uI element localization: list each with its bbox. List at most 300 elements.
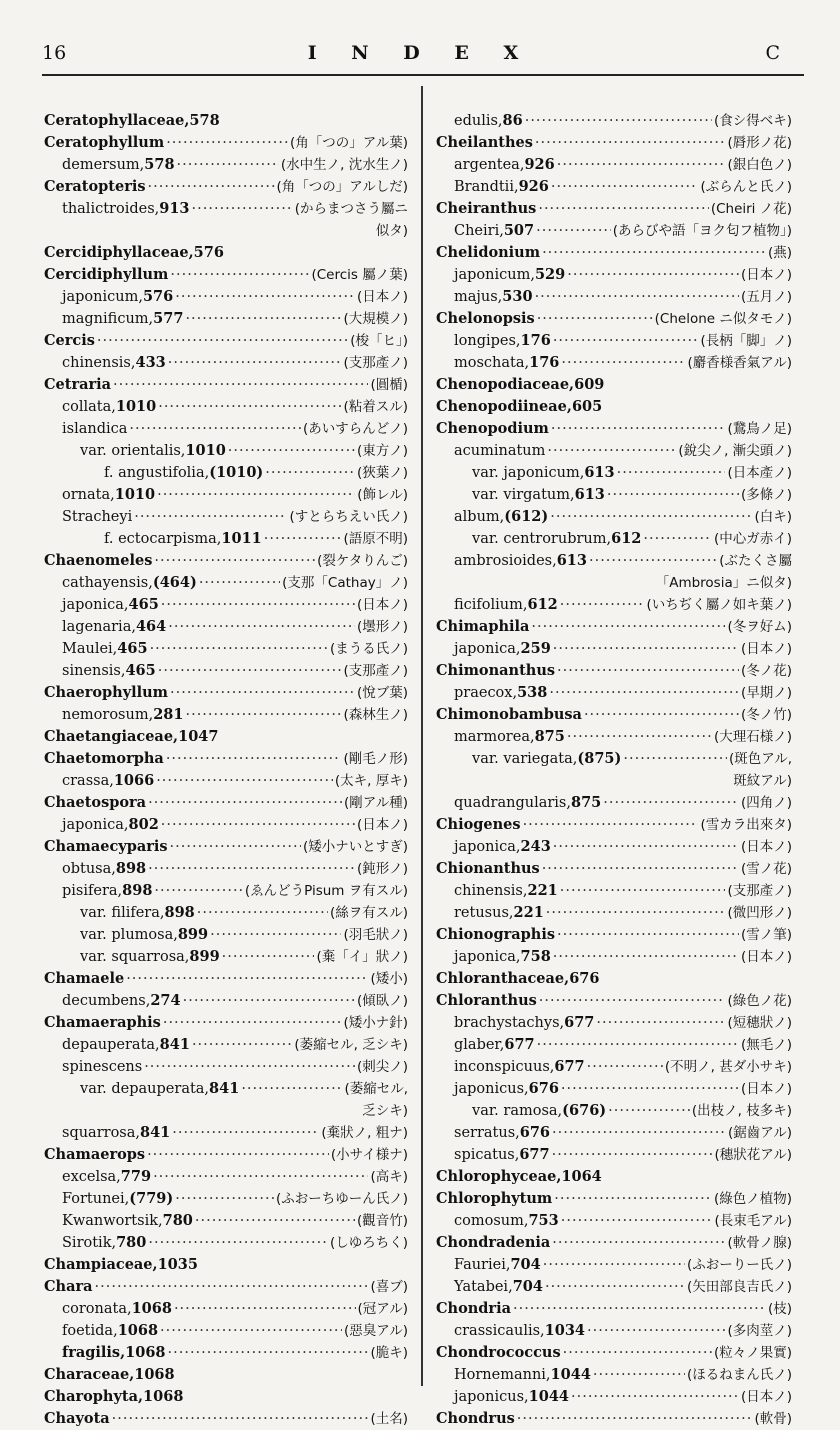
entry-name: Chlorophyceae, xyxy=(436,1168,562,1185)
leader-dots xyxy=(154,880,242,902)
entry-page: 1068 xyxy=(131,1300,172,1317)
entry-page: 1068 xyxy=(125,1344,166,1361)
entry-page: 613 xyxy=(584,464,615,481)
index-entry xyxy=(436,814,792,836)
entry-gloss: (四角ノ) xyxy=(740,795,792,811)
entry-name: spinescens xyxy=(62,1059,143,1075)
entry-gloss: (日本ノ) xyxy=(740,641,792,657)
entry-gloss: (ほるねまん氏ノ) xyxy=(686,1367,792,1383)
entry-gloss: 似タ) xyxy=(375,223,408,239)
entry-gloss: 乏シキ) xyxy=(362,1103,408,1119)
index-entry xyxy=(44,1254,408,1276)
entry-gloss: (ぶたくさ屬 xyxy=(719,553,792,569)
index-entry xyxy=(436,308,792,330)
index-entry xyxy=(44,484,408,506)
entry-name: Chondrus xyxy=(436,1410,515,1427)
entry-page: 576 xyxy=(142,288,174,305)
entry-name: var. ramosa, xyxy=(472,1103,563,1119)
leader-dots xyxy=(561,1078,739,1100)
entry-name: Charophyta, xyxy=(44,1388,144,1405)
index-entry xyxy=(44,1210,408,1232)
entry-page: 875 xyxy=(534,728,565,745)
entry-gloss: (ぶらんと氏ノ) xyxy=(700,179,792,195)
index-entry xyxy=(436,1254,792,1276)
index-entry xyxy=(44,1342,408,1364)
entry-name: var. centrorubrum, xyxy=(472,531,612,547)
index-entry xyxy=(436,220,792,242)
entry-gloss: (森林生ノ) xyxy=(343,707,408,723)
entry-page: 1068 xyxy=(117,1322,159,1339)
index-entry xyxy=(436,1188,792,1210)
entry-gloss: (觀音竹) xyxy=(356,1213,408,1229)
leader-dots xyxy=(596,1012,725,1034)
index-entry xyxy=(44,110,408,132)
entry-page: 898 xyxy=(164,904,195,921)
entry-page: 926 xyxy=(518,178,549,195)
entry-name: foetida, xyxy=(62,1323,118,1339)
entry-gloss: (日本ノ) xyxy=(740,1081,792,1097)
entry-gloss: (語原不明) xyxy=(343,531,408,547)
entry-name: album, xyxy=(454,509,505,525)
index-entry xyxy=(436,198,792,220)
leader-dots xyxy=(557,924,739,946)
entry-name: japonicus, xyxy=(454,1389,529,1405)
leader-dots xyxy=(168,352,342,374)
index-entry xyxy=(44,1078,408,1100)
entry-name: chinensis, xyxy=(454,883,528,899)
entry-gloss: (壜形ノ) xyxy=(356,619,408,635)
entry-gloss: (多條ノ) xyxy=(740,487,792,503)
entry-gloss: (角「つの」アルしだ) xyxy=(276,179,408,195)
index-entry xyxy=(44,176,408,198)
entry-name: var. filifera, xyxy=(80,905,165,921)
entry-page: 612 xyxy=(527,596,558,613)
header-rule xyxy=(42,74,804,76)
entry-name: Chondria xyxy=(436,1300,511,1317)
leader-dots xyxy=(134,506,287,528)
index-entry xyxy=(436,132,792,154)
leader-dots xyxy=(523,814,699,836)
leader-dots xyxy=(163,1012,342,1034)
entry-gloss: (あいすらんどノ) xyxy=(302,421,408,437)
entry-gloss: (粘着スル) xyxy=(343,399,408,415)
index-entry xyxy=(44,704,408,726)
entry-name: Chaetomorpha xyxy=(44,750,164,767)
index-entry xyxy=(436,352,792,374)
index-entry xyxy=(44,726,408,748)
leader-dots xyxy=(537,1034,739,1056)
leader-dots xyxy=(553,836,739,858)
entry-name: Fortunei, xyxy=(62,1191,130,1207)
leader-dots xyxy=(603,792,739,814)
entry-name: praecox, xyxy=(454,685,518,701)
entry-gloss: (銀白色ノ) xyxy=(727,157,792,173)
entry-page: 1010 xyxy=(114,486,156,503)
leader-dots xyxy=(538,198,708,220)
entry-gloss: (矮小) xyxy=(370,971,408,987)
entry-gloss: (水中生ノ, 沈水生ノ) xyxy=(280,157,408,173)
entry-page: 899 xyxy=(189,948,220,965)
index-entry xyxy=(436,1386,792,1408)
entry-name: Chelidonium xyxy=(436,244,541,261)
entry-gloss: (高キ) xyxy=(370,1169,408,1185)
index-entry xyxy=(44,682,408,704)
index-entry xyxy=(44,396,408,418)
entry-gloss: (白キ) xyxy=(754,509,792,525)
leader-dots xyxy=(156,770,333,792)
entry-gloss: (五月ノ) xyxy=(740,289,792,305)
entry-gloss: (冬ノ竹) xyxy=(740,707,792,723)
entry-name: Chamaerops xyxy=(44,1146,146,1163)
leader-dots xyxy=(587,1056,663,1078)
entry-page: 677 xyxy=(519,1146,550,1163)
index-entry xyxy=(44,1012,408,1034)
entry-name: nemorosum, xyxy=(62,707,154,723)
index-entry xyxy=(44,1144,408,1166)
entry-name: excelsa, xyxy=(62,1169,121,1185)
entry-gloss: (喜ブ) xyxy=(370,1279,408,1295)
leader-dots xyxy=(552,1232,725,1254)
index-entry xyxy=(436,418,792,440)
index-entry xyxy=(44,220,408,242)
entry-name: var. orientalis, xyxy=(80,443,186,459)
entry-page: 753 xyxy=(528,1212,559,1229)
leader-dots xyxy=(543,1254,685,1276)
entry-gloss: (軟骨ノ腺) xyxy=(727,1235,792,1251)
entry-name: Chenopodium xyxy=(436,420,549,437)
leader-dots xyxy=(185,704,341,726)
entry-page: 1047 xyxy=(178,728,219,745)
index-entry xyxy=(436,1100,792,1122)
entry-name: var. virgatum, xyxy=(472,487,575,503)
entry-gloss: (棄狀ノ, 粗ナ) xyxy=(321,1125,408,1141)
leader-dots xyxy=(147,1144,329,1166)
entry-gloss: (剛毛ノ形) xyxy=(343,751,408,767)
entry-page: 259 xyxy=(520,640,551,657)
entry-name: Cetraria xyxy=(44,376,112,393)
leader-dots xyxy=(549,682,739,704)
entry-name: Chamaecyparis xyxy=(44,838,168,855)
entry-page: 1044 xyxy=(528,1388,569,1405)
page-title: I N D E X xyxy=(307,42,533,64)
entry-gloss: (日本ノ) xyxy=(740,1389,792,1405)
leader-dots xyxy=(513,1298,766,1320)
leader-dots xyxy=(264,528,342,550)
entry-name: magnificum, xyxy=(62,311,154,327)
entry-name: Chimaphila xyxy=(436,618,530,635)
entry-page: 780 xyxy=(162,1212,193,1229)
entry-name: Stracheyi xyxy=(62,509,133,525)
leader-dots xyxy=(112,1408,369,1430)
entry-page: 841 xyxy=(159,1036,190,1053)
entry-gloss: (冠アル) xyxy=(357,1301,408,1317)
leader-dots xyxy=(551,418,726,440)
index-entry xyxy=(44,132,408,154)
entry-gloss: (剛アル種) xyxy=(344,795,408,811)
leader-dots xyxy=(535,132,726,154)
index-entry xyxy=(44,748,408,770)
index-entry xyxy=(44,1034,408,1056)
leader-dots xyxy=(554,1188,712,1210)
entry-gloss: (鋸齒アル) xyxy=(728,1125,792,1141)
entry-name: japonicus, xyxy=(454,1081,529,1097)
index-entry xyxy=(436,1056,792,1078)
index-entry xyxy=(436,264,792,286)
index-entry xyxy=(44,1122,408,1144)
entry-gloss: (雪ノ花) xyxy=(740,861,792,877)
leader-dots xyxy=(95,1276,369,1298)
leader-dots xyxy=(587,1320,725,1342)
entry-name: acuminatum xyxy=(454,443,546,459)
entry-name: marmorea, xyxy=(454,729,535,745)
entry-gloss: 斑紋アル) xyxy=(733,773,792,789)
index-entry xyxy=(44,550,408,572)
entry-gloss: (支那產ノ) xyxy=(343,663,408,679)
entry-page: 1010 xyxy=(115,398,157,415)
index-entry xyxy=(436,1144,792,1166)
leader-dots xyxy=(166,132,288,154)
entry-gloss: (長柄「脚」ノ) xyxy=(700,333,792,349)
entry-page: 676 xyxy=(519,1124,551,1141)
entry-page: 913 xyxy=(159,200,190,217)
entry-name: Yatabei, xyxy=(454,1279,513,1295)
entry-gloss: (雪ノ筆) xyxy=(740,927,792,943)
entry-name: Cercidiphyllaceae, xyxy=(44,244,194,261)
entry-gloss: (しゆろちく) xyxy=(329,1235,408,1251)
entry-gloss: (穗狀花アル) xyxy=(714,1147,792,1163)
index-entry xyxy=(44,836,408,858)
entry-gloss: (無毛ノ) xyxy=(740,1037,792,1053)
index-entry xyxy=(44,990,408,1012)
index-entry xyxy=(44,506,408,528)
entry-gloss: (Cheiri ノ花) xyxy=(710,201,792,217)
leader-dots xyxy=(199,572,280,594)
entry-page: 433 xyxy=(135,354,166,371)
entry-gloss: (冬ノ花) xyxy=(740,663,792,679)
leader-dots xyxy=(158,396,341,418)
entry-page: 1044 xyxy=(550,1366,591,1383)
index-entry xyxy=(436,110,792,132)
leader-dots xyxy=(166,748,342,770)
entry-gloss: (冬ヲ好ム) xyxy=(727,619,792,635)
entry-gloss: (からまつさう屬ニ xyxy=(294,201,408,217)
entry-page: 1068 xyxy=(143,1388,184,1405)
leader-dots xyxy=(517,1408,753,1430)
entry-gloss: (支那產ノ) xyxy=(343,355,408,371)
entry-gloss: (鈍形ノ) xyxy=(356,861,408,877)
leader-dots xyxy=(571,1386,739,1408)
entry-name: moschata, xyxy=(454,355,530,371)
leader-dots xyxy=(561,1210,713,1232)
leader-dots xyxy=(170,682,355,704)
leader-dots xyxy=(567,264,739,286)
entry-page: 841 xyxy=(209,1080,240,1097)
entry-page: 1010 xyxy=(185,442,226,459)
leader-dots xyxy=(148,858,355,880)
entry-name: Fauriei, xyxy=(454,1257,511,1273)
index-entry xyxy=(44,374,408,396)
index-entry xyxy=(436,550,792,572)
entry-gloss: (矮小ナいとすぎ) xyxy=(302,839,408,855)
entry-gloss: (大理石様ノ) xyxy=(713,729,792,745)
entry-gloss: (小サイ様ナ) xyxy=(330,1147,408,1163)
entry-name: Cercis xyxy=(44,332,95,349)
entry-name: ficifolium, xyxy=(454,597,528,613)
leader-dots xyxy=(560,594,645,616)
leader-dots xyxy=(643,528,712,550)
entry-name: var. japonicum, xyxy=(472,465,585,481)
entry-page: 578 xyxy=(144,156,175,173)
entry-name: Chionographis xyxy=(436,926,556,943)
entry-gloss: (不明ノ, 甚ダ小サキ) xyxy=(664,1059,792,1075)
entry-gloss: (まうる氏ノ) xyxy=(329,641,408,657)
entry-page: 1066 xyxy=(113,772,155,789)
entry-name: var. squarrosa, xyxy=(80,949,190,965)
entry-gloss: (日本產ノ) xyxy=(727,465,792,481)
leader-dots xyxy=(170,264,309,286)
leader-dots xyxy=(546,902,726,924)
entry-gloss: (飾レル) xyxy=(357,487,408,503)
entry-name: Chimonobambusa xyxy=(436,706,582,723)
index-entry xyxy=(44,462,408,484)
index-entry xyxy=(436,176,792,198)
leader-dots xyxy=(161,594,355,616)
index-entry xyxy=(44,418,408,440)
index-entry xyxy=(436,462,792,484)
index-entry xyxy=(436,990,792,1012)
index-entry xyxy=(436,154,792,176)
index-entry xyxy=(436,726,792,748)
entry-name: Chaerophyllum xyxy=(44,684,169,701)
entry-name: Ceratophyllum xyxy=(44,134,165,151)
entry-name: collata, xyxy=(62,399,116,415)
entry-page: 221 xyxy=(527,882,558,899)
entry-name: japonica, xyxy=(454,839,521,855)
leader-dots xyxy=(195,1210,355,1232)
index-entry xyxy=(436,572,792,594)
entry-name: Maulei, xyxy=(62,641,118,657)
entry-name: obtusa, xyxy=(62,861,116,877)
entry-gloss: (銳尖ノ, 漸尖頭ノ) xyxy=(678,443,792,459)
entry-gloss: (裂ケタりんご) xyxy=(317,553,408,569)
entry-page: 605 xyxy=(571,398,603,415)
entry-gloss: (中心ガ赤イ) xyxy=(713,531,792,547)
index-entry xyxy=(436,396,792,418)
entry-name: sinensis, xyxy=(62,663,126,679)
entry-page: 704 xyxy=(512,1278,543,1295)
index-entry xyxy=(44,352,408,374)
entry-gloss: (綠色ノ花) xyxy=(727,993,792,1009)
entry-name: squarrosa, xyxy=(62,1125,140,1141)
index-entry xyxy=(436,374,792,396)
index-entry xyxy=(44,814,408,836)
leader-dots xyxy=(531,616,725,638)
entry-name: Chayota xyxy=(44,1410,110,1427)
entry-name: Sirotik, xyxy=(62,1235,117,1251)
entry-gloss: (羽毛狀ノ) xyxy=(343,927,408,943)
entry-gloss: (棄「イ」狀ノ) xyxy=(316,949,408,965)
index-entry xyxy=(44,1100,408,1122)
entry-gloss: (悅ブ葉) xyxy=(356,685,408,701)
entry-name: japonica, xyxy=(62,597,129,613)
leader-dots xyxy=(183,990,355,1012)
entry-gloss: (いちぢく屬ノ如キ葉ノ) xyxy=(646,597,792,613)
leader-dots xyxy=(170,836,301,858)
leader-dots xyxy=(228,440,355,462)
entry-name: Chara xyxy=(44,1278,93,1295)
entry-name: ornata, xyxy=(62,487,115,503)
leader-dots xyxy=(539,990,726,1012)
entry-gloss: (傾臥ノ) xyxy=(356,993,408,1009)
entry-page: 676 xyxy=(569,970,600,987)
leader-dots xyxy=(148,792,342,814)
entry-page: 576 xyxy=(193,244,224,261)
column-divider xyxy=(421,86,423,1386)
entry-name: glaber, xyxy=(454,1037,505,1053)
entry-page: 780 xyxy=(116,1234,147,1251)
leader-dots xyxy=(192,1034,292,1056)
leader-dots xyxy=(550,506,752,528)
entry-page: (464) xyxy=(152,574,197,591)
entry-gloss: (すとらちえい氏ノ) xyxy=(289,509,408,525)
index-entry xyxy=(436,1078,792,1100)
entry-page: 530 xyxy=(502,288,533,305)
index-entry xyxy=(436,704,792,726)
index-entry xyxy=(436,528,792,550)
entry-name: ambrosioides, xyxy=(454,553,557,569)
entry-gloss: (刺尖ノ) xyxy=(356,1059,408,1075)
entry-name: chinensis, xyxy=(62,355,136,371)
entry-name: japonica, xyxy=(62,817,129,833)
index-entry xyxy=(436,792,792,814)
entry-name: depauperata, xyxy=(62,1037,160,1053)
entry-name: Chelonopsis xyxy=(436,310,535,327)
index-entry xyxy=(436,1320,792,1342)
leader-dots xyxy=(160,1320,342,1342)
index-entry xyxy=(436,836,792,858)
leader-dots xyxy=(192,198,293,220)
entry-page: (612) xyxy=(504,508,549,525)
index-entry xyxy=(44,1276,408,1298)
index-entry xyxy=(44,946,408,968)
entry-name: Chenopodiineae, xyxy=(436,398,572,415)
index-entry xyxy=(436,748,792,770)
section-letter: C xyxy=(765,42,780,64)
entry-name: fragilis, xyxy=(62,1344,126,1361)
entry-gloss: (粒々ノ果實) xyxy=(713,1345,792,1361)
entry-name: var. variegata, xyxy=(472,751,578,767)
entry-gloss: (支那「Cathay」ノ) xyxy=(282,575,408,591)
entry-name: Chamaele xyxy=(44,970,125,987)
entry-name: comosum, xyxy=(454,1213,529,1229)
index-entry xyxy=(436,638,792,660)
entry-name: Cheilanthes xyxy=(436,134,533,151)
leader-dots xyxy=(174,1298,356,1320)
entry-gloss: (狹葉ノ) xyxy=(356,465,408,481)
entry-name: japonicum, xyxy=(454,267,535,283)
leader-dots xyxy=(545,1276,685,1298)
entry-page: 578 xyxy=(189,112,220,129)
entry-gloss: (食シ得ベキ) xyxy=(713,113,792,129)
entry-page: 613 xyxy=(556,552,587,569)
entry-page: 274 xyxy=(150,992,181,1009)
entry-page: 802 xyxy=(128,816,159,833)
leader-dots xyxy=(563,1342,712,1364)
entry-gloss: (日本ノ) xyxy=(356,817,408,833)
entry-name: islandica xyxy=(62,421,128,437)
entry-gloss: (長束毛アル) xyxy=(714,1213,792,1229)
entry-gloss: (惡臭アル) xyxy=(344,1323,408,1339)
